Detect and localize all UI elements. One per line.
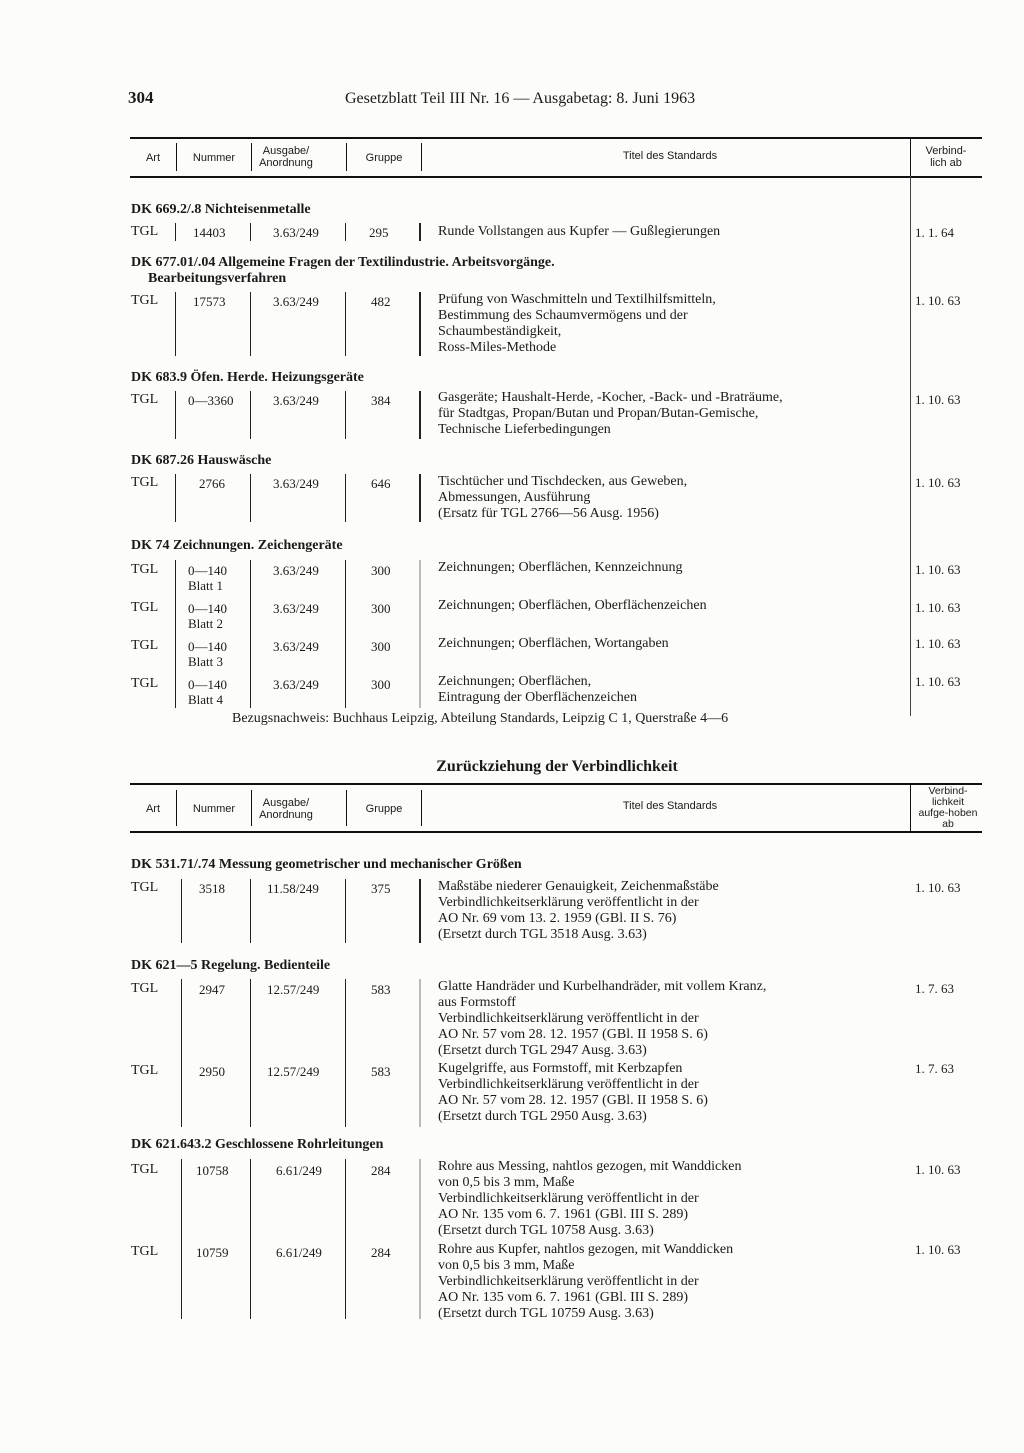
cell-art: TGL: [131, 676, 159, 691]
cell-titel-line: Kugelgriffe, aus Formstoff, mit Kerbzapfen: [438, 1061, 683, 1076]
cell-datum: 1. 10. 63: [915, 1242, 961, 1257]
cell-datum: 1. 7. 63: [915, 1061, 954, 1076]
col-header-titel: Titel des Standards: [622, 150, 718, 162]
dk-heading: DK 531.71/.74 Messung geometrischer und mechanischer Größen: [131, 857, 522, 872]
cell-nummer: 10758: [196, 1163, 229, 1178]
cell-blatt: Blatt 1: [188, 578, 224, 593]
cell-nummer: 14403: [193, 225, 226, 240]
cell-titel-line: Gasgeräte; Haushalt-Herde, -Kocher, -Back- und -Braträume,: [438, 390, 783, 405]
col-header-ausgabe: Ausgabe/ Anordnung: [259, 797, 313, 821]
cell-art: TGL: [131, 600, 159, 615]
cell-nummer: 3518: [199, 881, 225, 896]
cell-ausgabe: 6.61/249: [276, 1163, 322, 1178]
dk-heading: DK 683.9 Öfen. Herde. Heizungsgeräte: [131, 370, 364, 385]
col-header-art: Art: [145, 803, 161, 815]
cell-art: TGL: [131, 1244, 159, 1259]
dk-heading: DK 677.01/.04 Allgemeine Fragen der Textilindustrie. Arbeitsvorgänge.: [131, 255, 555, 270]
cell-art: TGL: [131, 981, 159, 996]
cell-datum: 1. 10. 63: [915, 600, 961, 615]
cell-gruppe: 284: [371, 1163, 391, 1178]
col-header-titel: Titel des Standards: [622, 800, 718, 812]
cell-titel-line: AO Nr. 135 vom 6. 7. 1961 (GBl. III S. 289): [438, 1207, 689, 1222]
cell-blatt: Blatt 4: [188, 692, 224, 707]
cell-nummer: 0—140: [188, 677, 227, 692]
cell-titel-line: Rohre aus Kupfer, nahtlos gezogen, mit Wanddicken: [438, 1242, 734, 1257]
dk-heading: DK 687.26 Hauswäsche: [131, 453, 272, 468]
col-divider: [421, 790, 422, 826]
col-divider: [176, 143, 177, 171]
cell-titel-line: Prüfung von Waschmitteln und Textilhilfsmitteln,: [438, 292, 716, 307]
cell-datum: 1. 10. 63: [915, 475, 961, 490]
dk-heading: DK 669.2/.8 Nichteisenmetalle: [131, 202, 311, 217]
col-divider: [251, 790, 252, 826]
cell-titel-line: aus Formstoff: [438, 995, 516, 1010]
cell-nummer: 0—140: [188, 639, 227, 654]
col-header-art: Art: [145, 152, 161, 164]
cell-ausgabe: 12.57/249: [267, 1064, 320, 1079]
cell-ausgabe: 6.61/249: [276, 1245, 322, 1260]
cell-ausgabe: 3.63/249: [273, 393, 319, 408]
bezugsnachweis-note: Bezugsnachweis: Buchhaus Leipzig, Abteilung Standards, Leipzig C 1, Querstraße 4—6: [232, 711, 729, 726]
cell-titel-line: Bestimmung des Schaumvermögens und der: [438, 308, 688, 323]
cell-titel-line: Verbindlichkeitserklärung veröffentlicht in der: [438, 1274, 699, 1289]
col-header-nummer: Nummer: [192, 152, 236, 164]
cell-ausgabe: 3.63/249: [273, 639, 319, 654]
cell-titel-line: für Stadtgas, Propan/Butan und Propan/Butan-Gemische,: [438, 406, 759, 421]
cell-titel-line: (Ersetzt durch TGL 3518 Ausg. 3.63): [438, 927, 647, 942]
cell-art: TGL: [131, 1063, 159, 1078]
table1-top-rule: [130, 137, 982, 139]
cell-titel-line: Abmessungen, Ausführung: [438, 490, 591, 505]
col-divider: [251, 143, 252, 171]
cell-titel-line: (Ersetzt durch TGL 2950 Ausg. 3.63): [438, 1109, 647, 1124]
cell-art: TGL: [131, 293, 159, 308]
cell-gruppe: 295: [369, 225, 389, 240]
col-divider: [346, 143, 347, 171]
col-divider: [176, 790, 177, 826]
dk-heading: DK 74 Zeichnungen. Zeichengeräte: [131, 538, 343, 553]
cell-titel-line: Technische Lieferbedingungen: [438, 422, 611, 437]
col-header-gruppe: Gruppe: [365, 152, 403, 164]
cell-art: TGL: [131, 562, 159, 577]
cell-blatt: Blatt 3: [188, 654, 224, 669]
cell-gruppe: 646: [371, 476, 391, 491]
table2-top-rule: [130, 783, 982, 785]
cell-titel-line: (Ersetzt durch TGL 10759 Ausg. 3.63): [438, 1306, 654, 1321]
cell-titel-line: Zeichnungen; Oberflächen, Wortangaben: [438, 636, 669, 651]
cell-gruppe: 583: [371, 982, 391, 997]
cell-nummer: 17573: [193, 294, 226, 309]
dk-heading: DK 621.643.2 Geschlossene Rohrleitungen: [131, 1137, 384, 1152]
cell-nummer: 2766: [199, 476, 225, 491]
cell-datum: 1. 10. 63: [915, 562, 961, 577]
cell-titel-line: Verbindlichkeitserklärung veröffentlicht in der: [438, 1011, 699, 1026]
cell-datum: 1. 10. 63: [915, 1162, 961, 1177]
cell-blatt: Blatt 2: [188, 616, 224, 631]
cell-titel-line: Tischtücher und Tischdecken, aus Geweben,: [438, 474, 688, 489]
col-header-gruppe: Gruppe: [365, 803, 403, 815]
cell-gruppe: 482: [371, 294, 391, 309]
cell-ausgabe: 11.58/249: [267, 881, 319, 896]
date-col-rule: [910, 176, 911, 716]
cell-ausgabe: 3.63/249: [273, 476, 319, 491]
cell-ausgabe: 3.63/249: [273, 563, 319, 578]
cell-titel-line: Schaumbeständigkeit,: [438, 324, 562, 339]
col-header-nummer: Nummer: [192, 803, 236, 815]
section-title: Zurückziehung der Verbindlichkeit: [436, 758, 678, 775]
cell-art: TGL: [131, 880, 159, 895]
cell-titel-line: (Ersetzt durch TGL 2947 Ausg. 3.63): [438, 1043, 647, 1058]
cell-titel-line: (Ersetzt durch TGL 10758 Ausg. 3.63): [438, 1223, 654, 1238]
cell-art: TGL: [131, 392, 159, 407]
cell-titel-line: Glatte Handräder und Kurbelhandräder, mit vollem Kranz,: [438, 979, 767, 994]
cell-gruppe: 300: [371, 639, 391, 654]
cell-gruppe: 384: [371, 393, 391, 408]
cell-titel-line: Ross-Miles-Methode: [438, 340, 557, 355]
cell-nummer: 0—140: [188, 563, 227, 578]
cell-gruppe: 375: [371, 881, 391, 896]
cell-ausgabe: 3.63/249: [273, 225, 319, 240]
cell-nummer: 0—3360: [188, 393, 234, 408]
col-header-verbindlich: Verbind-lich ab: [925, 145, 967, 169]
table2-header-rule: [130, 831, 982, 833]
cell-titel-line: Verbindlichkeitserklärung veröffentlicht in der: [438, 895, 699, 910]
cell-ausgabe: 3.63/249: [273, 294, 319, 309]
cell-nummer: 10759: [196, 1245, 229, 1260]
cell-titel-line: AO Nr. 69 vom 13. 2. 1959 (GBl. II S. 76): [438, 911, 677, 926]
cell-gruppe: 300: [371, 677, 391, 692]
cell-titel-line: Verbindlichkeitserklärung veröffentlicht in der: [438, 1077, 699, 1092]
col-header-ausgabe: Ausgabe/ Anordnung: [259, 145, 313, 169]
cell-art: TGL: [131, 224, 159, 239]
cell-titel-line: von 0,5 bis 3 mm, Maße: [438, 1175, 575, 1190]
col-divider: [421, 143, 422, 171]
cell-ausgabe: 3.63/249: [273, 601, 319, 616]
dk-heading-continued: Bearbeitungsverfahren: [148, 271, 287, 286]
cell-art: TGL: [131, 475, 159, 490]
cell-titel-line: Zeichnungen; Oberflächen, Kennzeichnung: [438, 560, 683, 575]
cell-art: TGL: [131, 1162, 159, 1177]
cell-titel-line: Verbindlichkeitserklärung veröffentlicht in der: [438, 1191, 699, 1206]
cell-datum: 1. 10. 63: [915, 392, 961, 407]
col-divider: [346, 790, 347, 826]
cell-titel-line: Zeichnungen; Oberflächen,: [438, 674, 592, 689]
cell-datum: 1. 10. 63: [915, 674, 961, 689]
page-number: 304: [128, 88, 154, 107]
cell-titel: Runde Vollstangen aus Kupfer — Gußlegierungen: [438, 224, 721, 239]
col-divider: [910, 139, 911, 176]
cell-titel-line: (Ersatz für TGL 2766—56 Ausg. 1956): [438, 506, 659, 521]
table1-header-rule: [130, 176, 982, 178]
cell-ausgabe: 3.63/249: [273, 677, 319, 692]
cell-gruppe: 284: [371, 1245, 391, 1260]
dk-heading: DK 621—5 Regelung. Bedienteile: [131, 958, 331, 973]
page-title: Gesetzblatt Teil III Nr. 16 — Ausgabetag: 8. Juni 1963: [345, 90, 696, 107]
col-divider: [910, 785, 911, 831]
cell-titel-line: Maßstäbe niederer Genauigkeit, Zeichenmaßstäbe: [438, 879, 719, 894]
cell-gruppe: 300: [371, 563, 391, 578]
cell-art: TGL: [131, 638, 159, 653]
cell-titel-line: von 0,5 bis 3 mm, Maße: [438, 1258, 575, 1273]
cell-titel-line: AO Nr. 57 vom 28. 12. 1957 (GBl. II 1958 S. 6): [438, 1027, 708, 1042]
cell-titel-line: AO Nr. 57 vom 28. 12. 1957 (GBl. II 1958 S. 6): [438, 1093, 708, 1108]
cell-gruppe: 583: [371, 1064, 391, 1079]
cell-nummer: 2947: [199, 982, 225, 997]
cell-titel-line: Eintragung der Oberflächenzeichen: [438, 690, 638, 705]
cell-nummer: 0—140: [188, 601, 227, 616]
col-header-aufgehoben: Verbind-lichkeit aufge-hoben ab: [918, 785, 978, 830]
cell-datum: 1. 7. 63: [915, 981, 954, 996]
cell-datum: 1. 10. 63: [915, 293, 961, 308]
cell-datum: 1. 10. 63: [915, 636, 961, 651]
cell-titel-line: Rohre aus Messing, nahtlos gezogen, mit Wanddicken: [438, 1159, 742, 1174]
cell-datum: 1. 10. 63: [915, 880, 961, 895]
cell-ausgabe: 12.57/249: [267, 982, 320, 997]
cell-nummer: 2950: [199, 1064, 225, 1079]
cell-datum: 1. 1. 64: [915, 225, 954, 240]
cell-gruppe: 300: [371, 601, 391, 616]
cell-titel-line: Zeichnungen; Oberflächen, Oberflächenzeichen: [438, 598, 707, 613]
cell-titel-line: AO Nr. 135 vom 6. 7. 1961 (GBl. III S. 289): [438, 1290, 689, 1305]
